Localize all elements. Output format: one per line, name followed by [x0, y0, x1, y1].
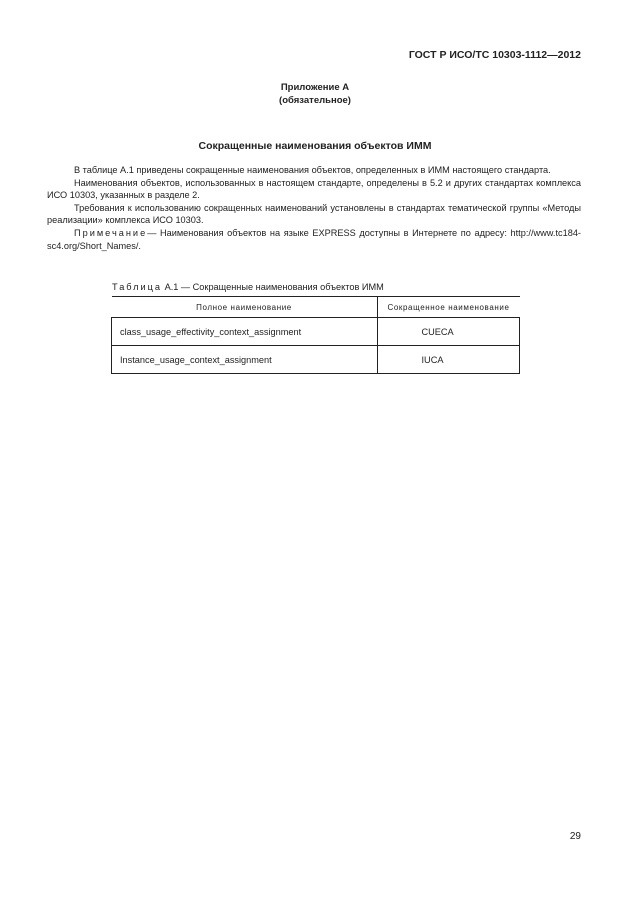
annex-title: Сокращенные наименования объектов ИММ — [198, 140, 432, 152]
header-full-name: Полное наименование — [112, 297, 378, 318]
page-number: 29 — [569, 831, 581, 842]
short-name-cell: CUECA — [377, 318, 520, 346]
paragraph: В таблице А.1 приведены сокращенные наименования объектов, определенных в ИММ настоящего стандарта. — [74, 165, 551, 175]
table-caption-text: А.1 — Сокращенные наименования объектов ИММ — [164, 282, 384, 292]
paragraph: Наименования объектов, использованных в настоящем стандарте, определены в 5.2 и других стандартах комплекса ИСО 10303, указанных в разделе 2. — [47, 177, 581, 201]
standard-header: ГОСТ Р ИСО/ТС 10303-1112—2012 — [408, 49, 581, 61]
annex-heading — [0, 81, 630, 107]
header-short-name: Сокращенное наименование — [377, 297, 520, 318]
table-row — [112, 346, 520, 374]
annex-status: (обязательное) — [279, 95, 351, 106]
note-text: — Наименования объектов на языке EXPRESS доступны в Интернете по адресу: http://www.tc184-sc4.org/Short_Names/. — [47, 227, 581, 251]
annex-label: Приложение А — [280, 82, 350, 93]
table-header-row — [112, 297, 520, 318]
table-row — [112, 318, 520, 346]
note-label: Примечание — [74, 227, 148, 238]
short-name-cell: IUCA — [377, 346, 520, 374]
table-caption — [112, 282, 384, 292]
paragraph: Требования к использованию сокращенных наименований установлены в стандартах тематической группы «Методы реализации» комплекса ИСО 10303. — [47, 202, 581, 226]
full-name-cell: Instance_usage_context_assignment — [112, 346, 378, 374]
full-name-cell: class_usage_effectivity_context_assignment — [112, 318, 378, 346]
note — [47, 227, 581, 252]
table-caption-label: Таблица — [112, 282, 163, 292]
short-names-table — [111, 296, 520, 374]
body-text — [47, 164, 581, 252]
